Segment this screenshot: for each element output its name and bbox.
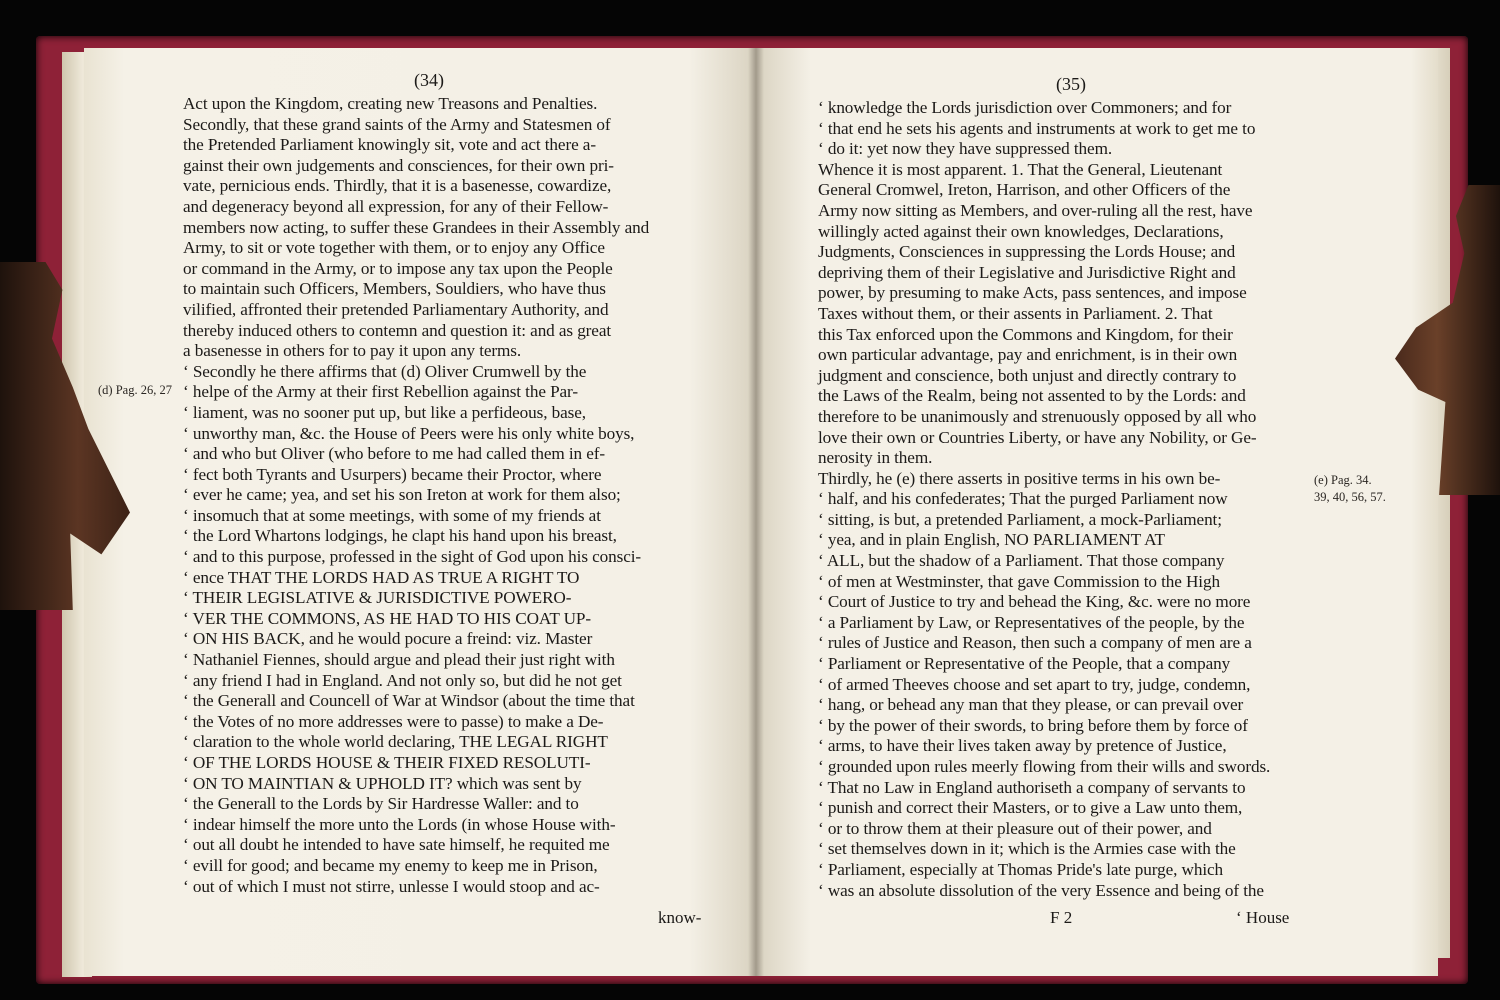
left_page-line: ‘ evill for good; and became my enemy to keep me in Prison, bbox=[183, 855, 598, 875]
left_page-line: ‘ THEIR LEGISLATIVE & JURISDICTIVE POWERO- bbox=[183, 588, 572, 608]
right_page-line: ‘ set themselves down in it; which is the Armies case with the bbox=[818, 839, 1236, 859]
left-page-text bbox=[183, 94, 718, 897]
right_page-line: Whence it is most apparent. 1. That the General, Lieutenant bbox=[818, 159, 1223, 179]
left_page-line: ‘ indear himself the more unto the Lords (in whose House with- bbox=[183, 814, 616, 834]
right_page-line: Thirdly, he (e) there asserts in positive terms in his own be- bbox=[818, 468, 1221, 488]
left_page-line: or command in the Army, or to impose any tax upon the People bbox=[183, 258, 613, 278]
left_page-line: ‘ the Generall to the Lords by Sir Hardresse Waller: and to bbox=[183, 794, 579, 814]
right_page-line: own particular advantage, pay and enrichment, is in their own bbox=[818, 345, 1238, 365]
right_page-line: ‘ That no Law in England authoriseth a company of servants to bbox=[818, 777, 1246, 797]
right_page-line: ‘ of armed Theeves choose and set apart to try, judge, condemn, bbox=[818, 674, 1251, 694]
right-catchword: ‘ House bbox=[1236, 908, 1290, 927]
right_page-line: ‘ by the power of their swords, to bring before them by force of bbox=[818, 715, 1248, 735]
right_page-line: ‘ ALL, but the shadow of a Parliament. That those company bbox=[818, 551, 1225, 571]
right_page-line: ‘ hang, or behead any man that they please, or can prevail over bbox=[818, 695, 1244, 715]
left_page-line: thereby induced others to contemn and question it: and as great bbox=[183, 320, 612, 340]
right_page-line: ‘ that end he sets his agents and instruments at work to get me to bbox=[818, 118, 1256, 138]
left-catchword: know- bbox=[658, 908, 702, 927]
right-margin-note-2: 39, 40, 56, 57. bbox=[1314, 490, 1386, 504]
left_page-line: ‘ the Lord Whartons lodgings, he clapt his hand upon his breast, bbox=[183, 526, 617, 546]
right_page-line: therefore to be unanimously and strenuously opposed by all who bbox=[818, 406, 1257, 426]
right_page-line: ‘ or to throw them at their pleasure out of their power, and bbox=[818, 818, 1212, 838]
right-page-number: (35) bbox=[1056, 74, 1086, 94]
left_page-line: ‘ ever he came; yea, and set his son Ireton at work for them also; bbox=[183, 485, 621, 505]
right_page-line: ‘ was an absolute dissolution of the very Essence and being of the bbox=[818, 880, 1264, 900]
left_page-line: a basenesse in others for to pay it upon any terms. bbox=[183, 341, 522, 361]
right_page-line: willingly acted against their own knowledges, Declarations, bbox=[818, 221, 1224, 241]
right_page-line: ‘ Parliament, especially at Thomas Pride's late purge, which bbox=[818, 859, 1224, 879]
left_page-line: vate, pernicious ends. Thirdly, that it is a basenesse, cowardize, bbox=[183, 176, 612, 196]
right_page-line: love their own or Countries Liberty, or have any Nobility, or Ge- bbox=[818, 427, 1257, 447]
left_page-line: ‘ Nathaniel Fiennes, should argue and plead their just right with bbox=[183, 650, 615, 670]
left_page-line: ‘ claration to the whole world declaring, THE LEGAL RIGHT bbox=[183, 732, 608, 752]
left_page-line: ‘ and who but Oliver (who before to me had called them in ef- bbox=[183, 444, 606, 464]
right_page-line: ‘ Parliament or Representative of the People, that a company bbox=[818, 654, 1231, 674]
signature-mark: F 2 bbox=[1050, 908, 1073, 927]
right_page-line: ‘ a Parliament by Law, or Representatives of the people, by the bbox=[818, 612, 1245, 632]
left_page-line: ‘ helpe of the Army at their first Rebellion against the Par- bbox=[183, 382, 578, 402]
right_page-line: General Cromwel, Ireton, Harrison, and other Officers of the bbox=[818, 180, 1231, 200]
left_page-line: gainst their own judgements and consciences, for their own pri- bbox=[183, 155, 614, 175]
right_page-line: nerosity in them. bbox=[818, 448, 933, 468]
right_page-line: the Laws of the Realm, being not assented to by the Lords: and bbox=[818, 386, 1246, 406]
left_page-line: ‘ ence THAT THE LORDS HAD AS TRUE A RIGHT TO bbox=[183, 567, 580, 587]
left_page-line: ‘ the Generall and Councell of War at Windsor (about the time that bbox=[183, 691, 635, 711]
left_page-line: ‘ fect both Tyrants and Usurpers) became their Proctor, where bbox=[183, 464, 602, 484]
right_page-line: ‘ arms, to have their lives taken away by pretence of Justice, bbox=[818, 736, 1227, 756]
right_page-line: ‘ grounded upon rules meerly flowing from their wills and swords. bbox=[818, 757, 1271, 776]
left_page-line: ‘ liament, was no sooner put up, but like a perfideous, base, bbox=[183, 402, 586, 422]
left_page-line: Act upon the Kingdom, creating new Treasons and Penalties. bbox=[183, 94, 598, 113]
left_page-line: ‘ any friend I had in England. And not only so, but did he not get bbox=[183, 670, 622, 690]
left_page-line: ‘ Secondly he there affirms that (d) Oliver Crumwell by the bbox=[183, 361, 587, 381]
left_page-line: ‘ out all doubt he intended to have sate himself, he requited me bbox=[183, 835, 610, 855]
right_page-line: ‘ yea, and in plain English, NO PARLIAMENT AT bbox=[818, 530, 1165, 550]
left_page-line: ‘ ON TO MAINTIAN & UPHOLD IT? which was sent by bbox=[183, 773, 582, 793]
left_page-line: ‘ unworthy man, &c. the House of Peers were his only white boys, bbox=[183, 423, 635, 443]
left-page-number: (34) bbox=[414, 70, 444, 90]
right_page-line: Army now sitting as Members, and over-ruling all the rest, have bbox=[818, 200, 1253, 220]
right_page-line: Taxes without them, or their assents in Parliament. 2. That bbox=[818, 303, 1213, 323]
right_page-line: judgment and conscience, both unjust and directly contrary to bbox=[818, 365, 1237, 385]
left_page-line: to maintain such Officers, Members, Souldiers, who have thus bbox=[183, 279, 606, 299]
right_page-line: ‘ sitting, is but, a pretended Parliament, a mock-Parliament; bbox=[818, 509, 1222, 529]
right_page-line: ‘ of men at Westminster, that gave Commission to the High bbox=[818, 571, 1220, 591]
book-gutter bbox=[748, 48, 764, 976]
left_page-line: and degeneracy beyond all expression, for any of their Fellow- bbox=[183, 196, 609, 216]
right_page-line: ‘ rules of Justice and Reason, then such a company of men are a bbox=[818, 633, 1252, 653]
right_page-line: Judgments, Consciences in suppressing the Lords House; and bbox=[818, 242, 1236, 262]
left_page-line: members now acting, to suffer these Grandees in their Assembly and bbox=[183, 217, 650, 237]
left_page-line: the Pretended Parliament knowingly sit, vote and act there a- bbox=[183, 135, 596, 155]
right_page-line: ‘ punish and correct their Masters, or to give a Law unto them, bbox=[818, 798, 1243, 818]
left_page-line: vilified, affronted their pretended Parliamentary Authority, and bbox=[183, 299, 609, 319]
left_page-line: Army, to sit or vote together with them, or to enjoy any Office bbox=[183, 238, 605, 258]
right-page-text bbox=[818, 98, 1328, 901]
right_page-line: ‘ knowledge the Lords jurisdiction over Commoners; and for bbox=[818, 98, 1232, 117]
left_page-line: Secondly, that these grand saints of the Army and Statesmen of bbox=[183, 114, 611, 134]
right_page-line: ‘ Court of Justice to try and behead the King, &c. were no more bbox=[818, 592, 1251, 612]
left_page-line: ‘ VER THE COMMONS, AS HE HAD TO HIS COAT UP- bbox=[183, 608, 591, 628]
right_page-line: ‘ do it: yet now they have suppressed them. bbox=[818, 139, 1113, 159]
left_page-line: ‘ and to this purpose, professed in the sight of God upon his consci- bbox=[183, 547, 642, 567]
left_page-line: ‘ out of which I must not stirre, unlesse I would stoop and ac- bbox=[183, 876, 600, 896]
right_page-line: power, by presuming to make Acts, pass sentences, and impose bbox=[818, 283, 1247, 303]
left-margin-note: (d) Pag. 26, 27 bbox=[98, 383, 172, 397]
right_page-line: ‘ half, and his confederates; That the purged Parliament now bbox=[818, 489, 1228, 509]
left_page-line: ‘ OF THE LORDS HOUSE & THEIR FIXED RESOLUTI- bbox=[183, 753, 591, 772]
right_page-line: this Tax enforced upon the Commons and Kingdom, for their bbox=[818, 324, 1233, 344]
left_page-line: ‘ ON HIS BACK, and he would pocure a freind: viz. Master bbox=[183, 629, 593, 649]
right-margin-note-1: (e) Pag. 34. bbox=[1314, 473, 1372, 487]
left_page-line: ‘ insomuch that at some meetings, with some of my friends at bbox=[183, 505, 601, 525]
left_page-line: ‘ the Votes of no more addresses were to passe) to make a De- bbox=[183, 711, 604, 731]
right_page-line: depriving them of their Legislative and Jurisdictive Right and bbox=[818, 262, 1236, 282]
